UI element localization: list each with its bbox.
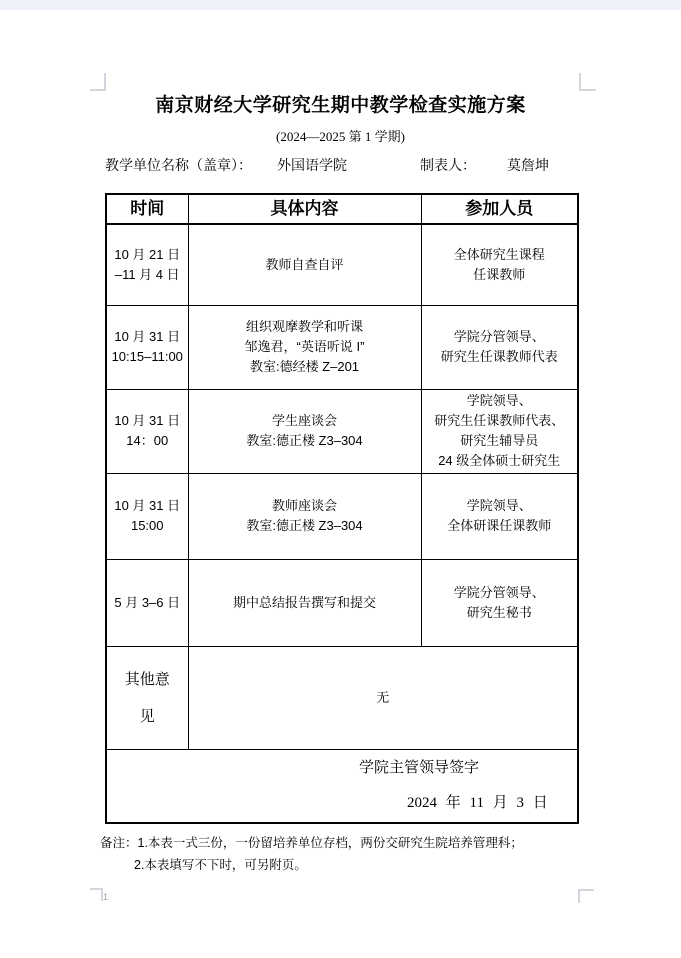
cell-content: 教师座谈会 教室:德正楼 Z3–304 (188, 473, 421, 559)
cell-participants: 学院领导、 全体研课任课教师 (421, 473, 578, 559)
margin-mark-bottom-left (90, 888, 103, 901)
margin-mark-bottom-right (578, 889, 594, 903)
table-row (106, 473, 578, 559)
cell-participants: 学院分管领导、 研究生秘书 (421, 559, 578, 646)
schedule-table (105, 193, 579, 824)
unit-value: 外国语学院 (277, 157, 347, 173)
unit-label: 教学单位名称（盖章）： (105, 157, 252, 173)
cell-time: 10 月 31 日 10:15–11:00 (106, 305, 188, 389)
page-number: 1 (103, 892, 109, 902)
header-participants: 参加人员 (421, 194, 578, 224)
cell-time: 10 月 21 日 –11 月 4 日 (106, 224, 188, 305)
table-row (106, 224, 578, 305)
header-content: 具体内容 (188, 194, 421, 224)
info-line (105, 155, 577, 175)
signature-row (106, 749, 578, 823)
cell-content: 学生座谈会 教室:德正楼 Z3–304 (188, 389, 421, 473)
table-row (106, 305, 578, 389)
cell-content: 组织观摩教学和听课 邹逸君，“英语听说 I” 教室:德经楼 Z–201 (188, 305, 421, 389)
cell-signature (106, 749, 578, 823)
signature-date: 2024 年 11 月 3 日 (407, 795, 548, 812)
cell-participants: 全体研究生课程 任课教师 (421, 224, 578, 305)
page-title: 南京财经大学研究生期中教学检查实施方案 (155, 95, 526, 116)
footer-notes (100, 832, 600, 876)
cell-participants: 学院分管领导、 研究生任课教师代表 (421, 305, 578, 389)
preparer-label: 制表人： (420, 157, 476, 173)
footer-note-1: 备注：1.本表一式三份，一份留培养单位存档，两份交研究生院培养管理科； (100, 836, 523, 850)
cell-other-label: 其他意 见 (106, 646, 188, 749)
margin-mark-top-left (90, 73, 106, 91)
table-row (106, 559, 578, 646)
cell-time: 10 月 31 日 15:00 (106, 473, 188, 559)
cell-participants: 学院领导、 研究生任课教师代表、 研究生辅导员 24 级全体硕士研究生 (421, 389, 578, 473)
page-subtitle: (2024—2025 第 1 学期) (276, 129, 405, 144)
footer-note-2: 2.本表填写不下时，可另附页。 (134, 858, 307, 872)
cell-time: 10 月 31 日 14：00 (106, 389, 188, 473)
preparer-value: 莫詹坤 (507, 157, 549, 173)
table-row (106, 389, 578, 473)
other-opinion-row (106, 646, 578, 749)
cell-time: 5 月 3–6 日 (106, 559, 188, 646)
table-header-row (106, 194, 578, 224)
cell-other-value: 无 (188, 646, 578, 749)
signature-label: 学院主管领导签字 (359, 759, 480, 777)
margin-mark-top-right (579, 73, 596, 91)
header-time: 时间 (106, 194, 188, 224)
cell-content: 期中总结报告撰写和提交 (188, 559, 421, 646)
window-top-strip (0, 0, 681, 10)
cell-content: 教师自查自评 (188, 224, 421, 305)
